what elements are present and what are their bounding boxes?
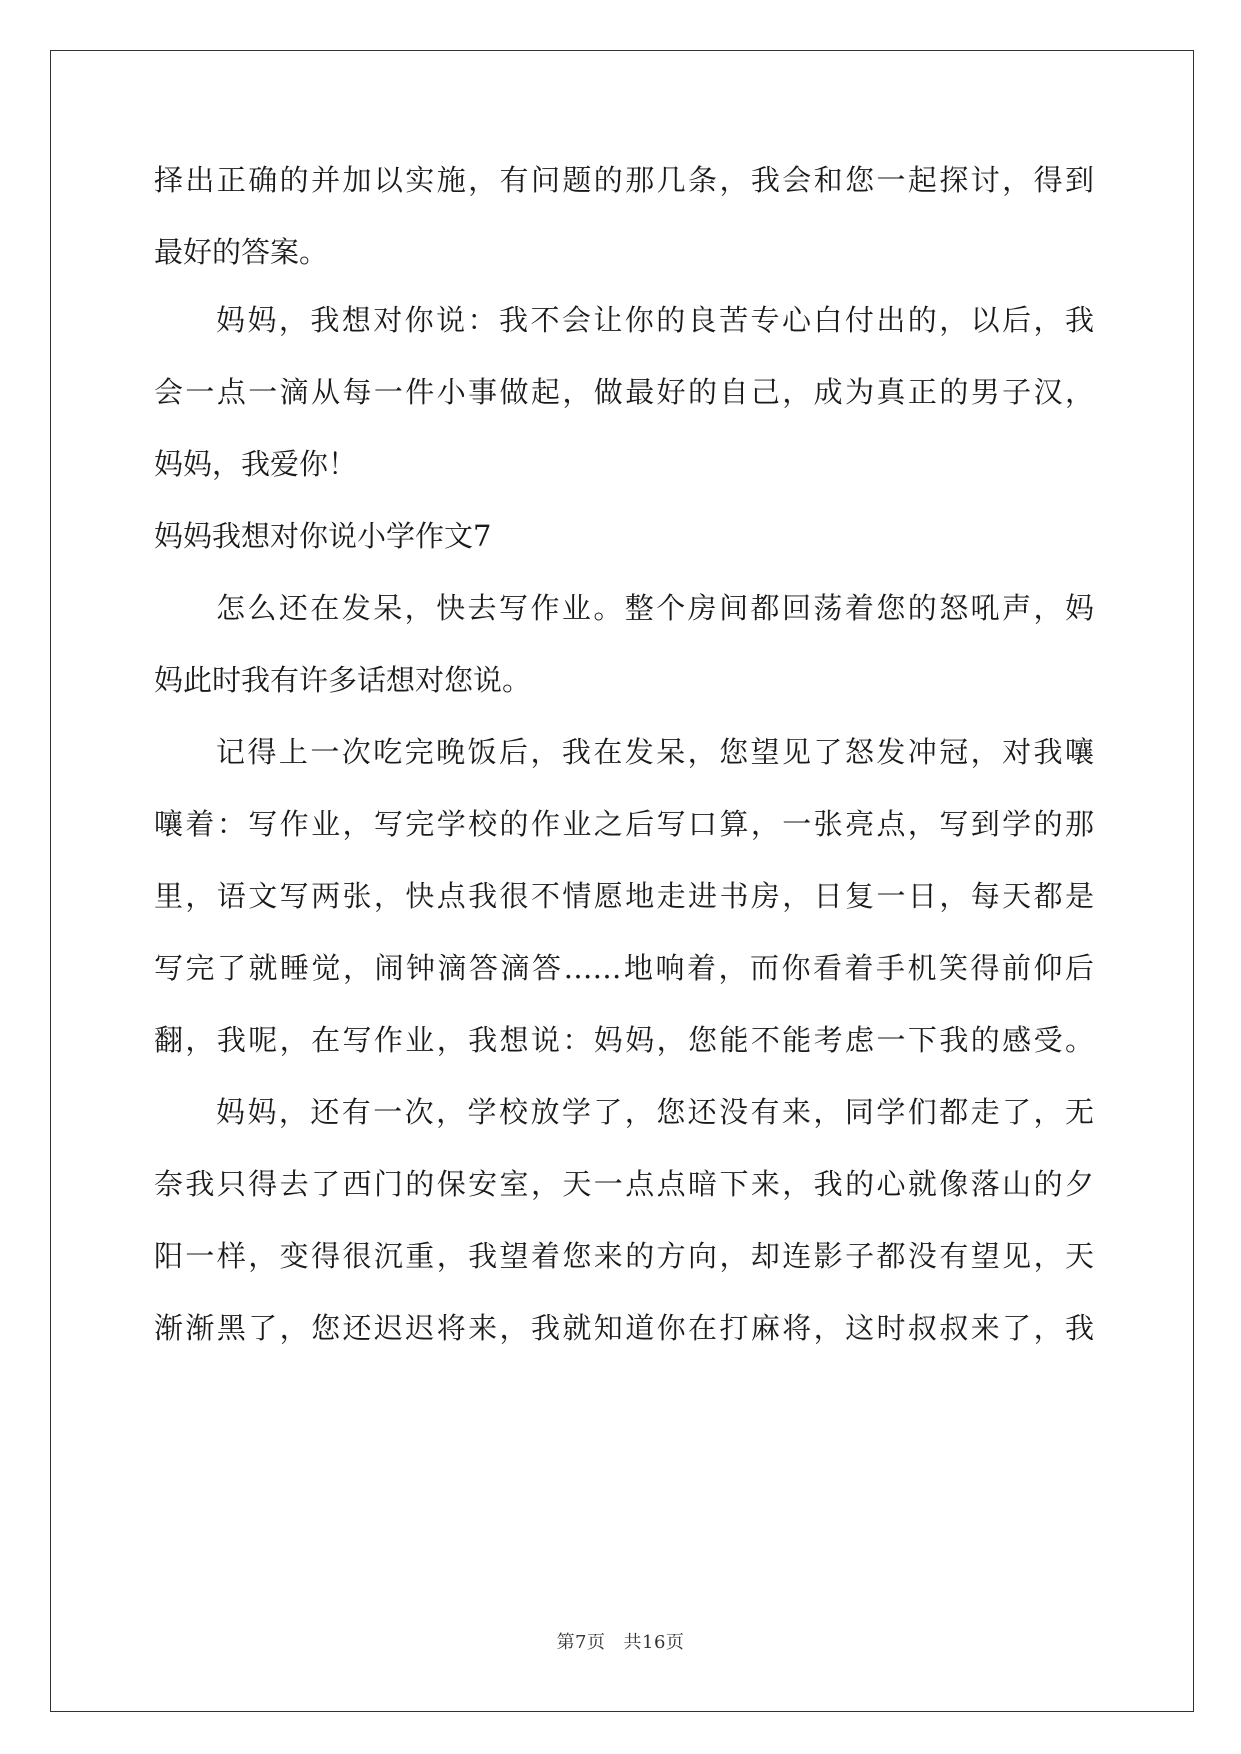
section-heading: 妈妈我想对你说小学作文7 <box>154 519 492 553</box>
text-line: 写完了就睡觉，闹钟滴答滴答……地响着，而你看着手机笑得前仰后 <box>154 951 1094 985</box>
text-line: 翻，我呢，在写作业，我想说：妈妈，您能不能考虑一下我的感受。 <box>154 1023 1094 1057</box>
text-line: 记得上一次吃完晚饭后，我在发呆，您望见了怒发冲冠，对我嚷 <box>216 735 1094 769</box>
text-line: 妈妈，还有一次，学校放学了，您还没有来，同学们都走了，无 <box>216 1095 1094 1129</box>
text-line: 怎么还在发呆，快去写作业。整个房间都回荡着您的怒吼声，妈 <box>216 591 1094 625</box>
text-line: 择出正确的并加以实施，有问题的那几条，我会和您一起探讨，得到 <box>154 163 1094 197</box>
text-line: 妈此时我有许多话想对您说。 <box>154 663 532 697</box>
page-footer <box>0 1628 1241 1654</box>
page-total: 共16页 <box>623 1632 685 1653</box>
page-number: 第7页 <box>556 1632 606 1653</box>
text-line: 阳一样，变得很沉重，我望着您来的方向，却连影子都没有望见，天 <box>154 1239 1094 1273</box>
text-line: 渐渐黑了，您还迟迟将来，我就知道你在打麻将，这时叔叔来了，我 <box>154 1311 1094 1345</box>
text-line: 里，语文写两张，快点我很不情愿地走进书房，日复一日，每天都是 <box>154 879 1094 913</box>
text-line: 妈妈，我想对你说：我不会让你的良苦专心白付出的，以后，我 <box>216 303 1094 337</box>
text-line: 妈妈，我爱你！ <box>154 447 358 481</box>
text-line: 最好的答案。 <box>154 235 329 269</box>
text-line: 嚷着：写作业，写完学校的作业之后写口算，一张亮点，写到学的那 <box>154 807 1094 841</box>
text-line: 会一点一滴从每一件小事做起，做最好的自己，成为真正的男子汉， <box>154 375 1094 409</box>
text-line: 奈我只得去了西门的保安室，天一点点暗下来，我的心就像落山的夕 <box>154 1167 1094 1201</box>
